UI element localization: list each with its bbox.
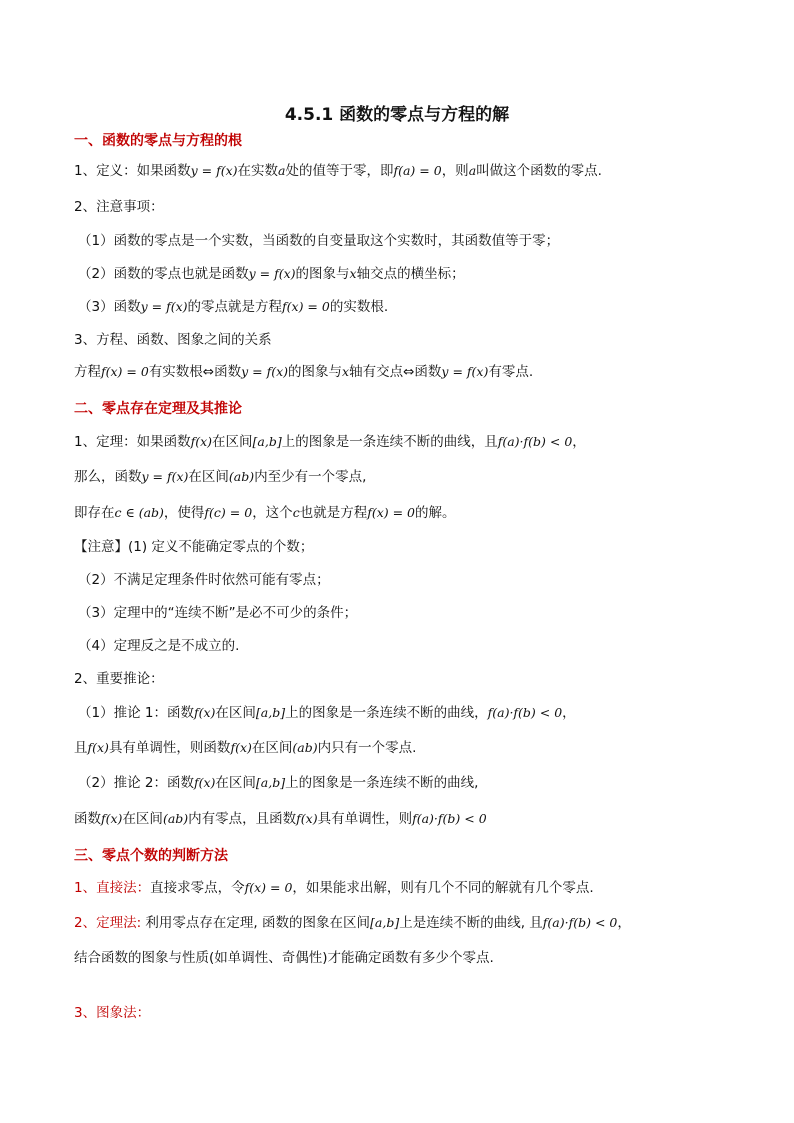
text: 那么，函数	[74, 469, 142, 485]
math: y = f(x)	[241, 364, 289, 379]
text: 的图象与	[288, 364, 343, 380]
math: f(x)	[296, 811, 318, 826]
math: c	[292, 505, 300, 520]
math: a	[278, 163, 286, 178]
relation-line	[74, 362, 724, 382]
math: y = f(x)	[441, 364, 489, 379]
caution-4: （4）定理反之是不成立的.	[78, 638, 240, 654]
text: 直接求零点，令	[150, 880, 245, 896]
text: 上的图象是一条连续不断的曲线,	[285, 775, 479, 791]
text: 在区间	[251, 740, 293, 756]
text: 有零点.	[488, 364, 534, 380]
math: a	[468, 163, 477, 178]
note-1: （1）函数的零点是一个实数，当函数的自变量取这个实数时，其函数值等于零；	[78, 233, 560, 249]
math: f(c) = 0	[204, 505, 253, 520]
text: 方程	[74, 364, 101, 380]
text: 内只有一个零点.	[317, 740, 417, 756]
section-heading-1: 一、函数的零点与方程的根	[74, 133, 242, 149]
method-label: 1、直接法：	[74, 880, 151, 896]
math: f(a)·f(b) < 0	[542, 915, 618, 930]
text: 上是连续不断的曲线, 且	[399, 915, 543, 931]
text: 具有单调性，则	[317, 811, 413, 827]
text: 1、定义：如果函数	[74, 163, 191, 179]
text: ，这个	[252, 505, 293, 521]
math: f(a)·f(b) < 0	[412, 811, 487, 826]
text: 轴有交点⇔函数	[349, 364, 442, 380]
text: ，	[572, 434, 586, 450]
theorem-line-1	[74, 432, 724, 452]
math: f(x)	[230, 740, 252, 755]
math: f(a)·f(b) < 0	[487, 705, 563, 720]
method-theorem	[74, 913, 724, 933]
text: 在区间	[188, 469, 229, 485]
definition-line	[74, 161, 724, 181]
corollary-heading: 2、重要推论：	[74, 671, 164, 687]
text: 利用零点存在定理, 函数的图象在区间	[141, 915, 371, 931]
text: 函数	[74, 811, 101, 827]
math: f(x) = 0	[101, 364, 149, 379]
text: （2）推论 2：函数	[78, 775, 194, 791]
text: 具有单调性，则函数	[108, 740, 231, 756]
method-graph: 3、图象法：	[74, 1005, 151, 1021]
math: f(x)	[193, 775, 216, 790]
caution-3: （3）定理中的“连续不断”是必不可少的条件；	[78, 605, 358, 621]
math: (ab)	[162, 811, 189, 826]
method-theorem-cont: 结合函数的图象与性质(如单调性、奇偶性)才能确定函数有多少个零点.	[74, 950, 494, 966]
text: ，使得	[163, 505, 205, 521]
math: y = f(x)	[248, 266, 296, 281]
math: f(x)	[87, 740, 109, 755]
text: 在区间	[215, 775, 256, 791]
text: 的图象与	[295, 266, 350, 282]
text: 有实数根⇔函数	[148, 364, 242, 380]
text: 即存在	[74, 505, 115, 521]
text: 在区间	[215, 705, 256, 721]
notes-heading: 2、注意事项：	[74, 199, 164, 215]
math: [a,b]	[255, 705, 286, 720]
caution-1: 【注意】(1) 定义不能确定零点的个数；	[74, 539, 314, 555]
math: x	[349, 266, 357, 281]
text: （2）函数的零点也就是函数	[78, 266, 249, 282]
text: 内至少有一个零点,	[254, 469, 367, 485]
corollary-1-line-2	[74, 738, 724, 758]
theorem-line-2	[74, 467, 724, 487]
text: 1、定理：如果函数	[74, 434, 191, 450]
text: 且	[74, 740, 88, 756]
text: 上的图象是一条连续不断的曲线，	[285, 705, 488, 721]
math: [a,b]	[370, 915, 400, 930]
corollary-2-line-2	[74, 809, 724, 829]
corollary-1-line-1	[78, 703, 728, 723]
math: f(x)	[193, 705, 216, 720]
text: ，	[562, 705, 576, 721]
corollary-2-line-1	[78, 773, 728, 793]
method-label: 2、定理法:	[74, 915, 142, 931]
math: [a,b]	[252, 434, 282, 449]
text: （3）函数	[78, 299, 141, 315]
text: 在实数	[237, 163, 279, 179]
text: 上的图象是一条连续不断的曲线，且	[281, 434, 498, 450]
math: (ab)	[292, 740, 318, 755]
text: ，则	[441, 163, 469, 179]
text: 的实数根.	[329, 299, 389, 315]
math: x	[342, 364, 350, 379]
math: y = f(x)	[141, 469, 189, 484]
note-3	[78, 297, 728, 317]
section-heading-3: 三、零点个数的判断方法	[74, 848, 228, 864]
text: （1）推论 1：函数	[78, 705, 194, 721]
theorem-line-3	[74, 503, 724, 523]
math: f(x) = 0	[244, 880, 293, 895]
section-heading-2: 二、零点存在定理及其推论	[74, 401, 242, 417]
text: ，	[617, 915, 631, 931]
text: 轴交点的横坐标；	[356, 266, 465, 282]
caution-2: （2）不满足定理条件时依然可能有零点；	[78, 572, 330, 588]
math: f(a) = 0	[393, 163, 442, 178]
text: 也就是方程	[299, 505, 368, 521]
math: (ab)	[228, 469, 255, 484]
text: 处的值等于零，即	[285, 163, 394, 179]
math: f(x)	[101, 811, 123, 826]
text: 在区间	[122, 811, 163, 827]
text: 叫做这个函数的零点.	[476, 163, 602, 179]
math: [a,b]	[255, 775, 286, 790]
text: 的零点就是方程	[187, 299, 283, 315]
math: y = f(x)	[190, 163, 238, 178]
math: f(a)·f(b) < 0	[497, 434, 573, 449]
text: 的解。	[415, 505, 456, 521]
text: 内有零点，且函数	[188, 811, 297, 827]
math: f(x) = 0	[282, 299, 330, 314]
relation-heading: 3、方程、函数、图象之间的关系	[74, 332, 272, 348]
math: c ∈ (ab)	[114, 505, 164, 520]
math: f(x) = 0	[367, 505, 416, 520]
text: 在区间	[212, 434, 253, 450]
math: y = f(x)	[140, 299, 188, 314]
text: ，如果能求出解，则有几个不同的解就有几个零点.	[292, 880, 594, 896]
method-direct	[74, 878, 724, 898]
page-title: 4.5.1 函数的零点与方程的解	[284, 105, 510, 125]
note-2	[78, 264, 728, 284]
math: f(x)	[190, 434, 213, 449]
